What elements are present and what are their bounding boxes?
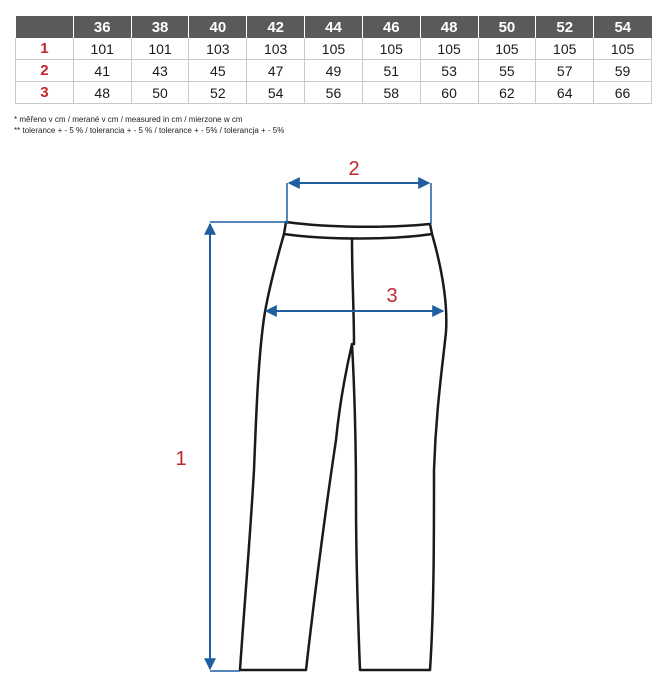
table-cell: 43 (131, 60, 189, 82)
table-cell: 49 (305, 60, 363, 82)
waistband (284, 222, 432, 239)
row-label: 2 (16, 60, 74, 82)
length-dimension-label: 1 (175, 448, 187, 470)
measured-note: * měřeno v cm / merané v cm / measured in cm / mierzone w cm (14, 115, 243, 124)
table-cell: 56 (305, 82, 363, 104)
table-cell: 57 (536, 60, 594, 82)
trousers-outline (240, 222, 446, 670)
size-header-cell: 52 (536, 16, 594, 38)
hip-dimension-label: 3 (386, 285, 398, 307)
table-cell: 62 (478, 82, 536, 104)
table-cell: 103 (189, 38, 247, 60)
table-cell: 48 (73, 82, 131, 104)
trousers-legs (240, 234, 446, 670)
table-cell: 101 (131, 38, 189, 60)
size-header-cell: 44 (305, 16, 363, 38)
size-header-cell: 50 (478, 16, 536, 38)
table-cell: 50 (131, 82, 189, 104)
table-cell: 41 (73, 60, 131, 82)
table-cell: 105 (478, 38, 536, 60)
size-header-cell: 54 (594, 16, 652, 38)
table-cell: 103 (247, 38, 305, 60)
table-cell: 54 (247, 82, 305, 104)
table-cell: 51 (362, 60, 420, 82)
table-cell: 47 (247, 60, 305, 82)
size-header-cell: 36 (73, 16, 131, 38)
row-label: 1 (16, 38, 74, 60)
table-cell: 101 (73, 38, 131, 60)
waist-dimension-label: 2 (348, 158, 360, 180)
table-cell: 105 (536, 38, 594, 60)
table-cell: 53 (420, 60, 478, 82)
table-cell: 105 (362, 38, 420, 60)
tolerance-note: ** tolerance + - 5 % / tolerancia + - 5 % / tolerance + - 5% / tolerancja + - 5% (14, 126, 285, 135)
size-header-cell: 38 (131, 16, 189, 38)
table-cell: 105 (305, 38, 363, 60)
table-cell: 58 (362, 82, 420, 104)
table-cell: 52 (189, 82, 247, 104)
table-cell: 66 (594, 82, 652, 104)
size-header-cell: 46 (362, 16, 420, 38)
size-header-cell: 40 (189, 16, 247, 38)
table-cell: 105 (594, 38, 652, 60)
table-cell: 45 (189, 60, 247, 82)
table-cell: 64 (536, 82, 594, 104)
table-cell: 105 (420, 38, 478, 60)
table-cell: 55 (478, 60, 536, 82)
table-cell: 59 (594, 60, 652, 82)
row-label: 3 (16, 82, 74, 104)
center-seam (352, 240, 354, 344)
size-header-cell: 48 (420, 16, 478, 38)
table-cell: 60 (420, 82, 478, 104)
size-header-cell: 42 (247, 16, 305, 38)
